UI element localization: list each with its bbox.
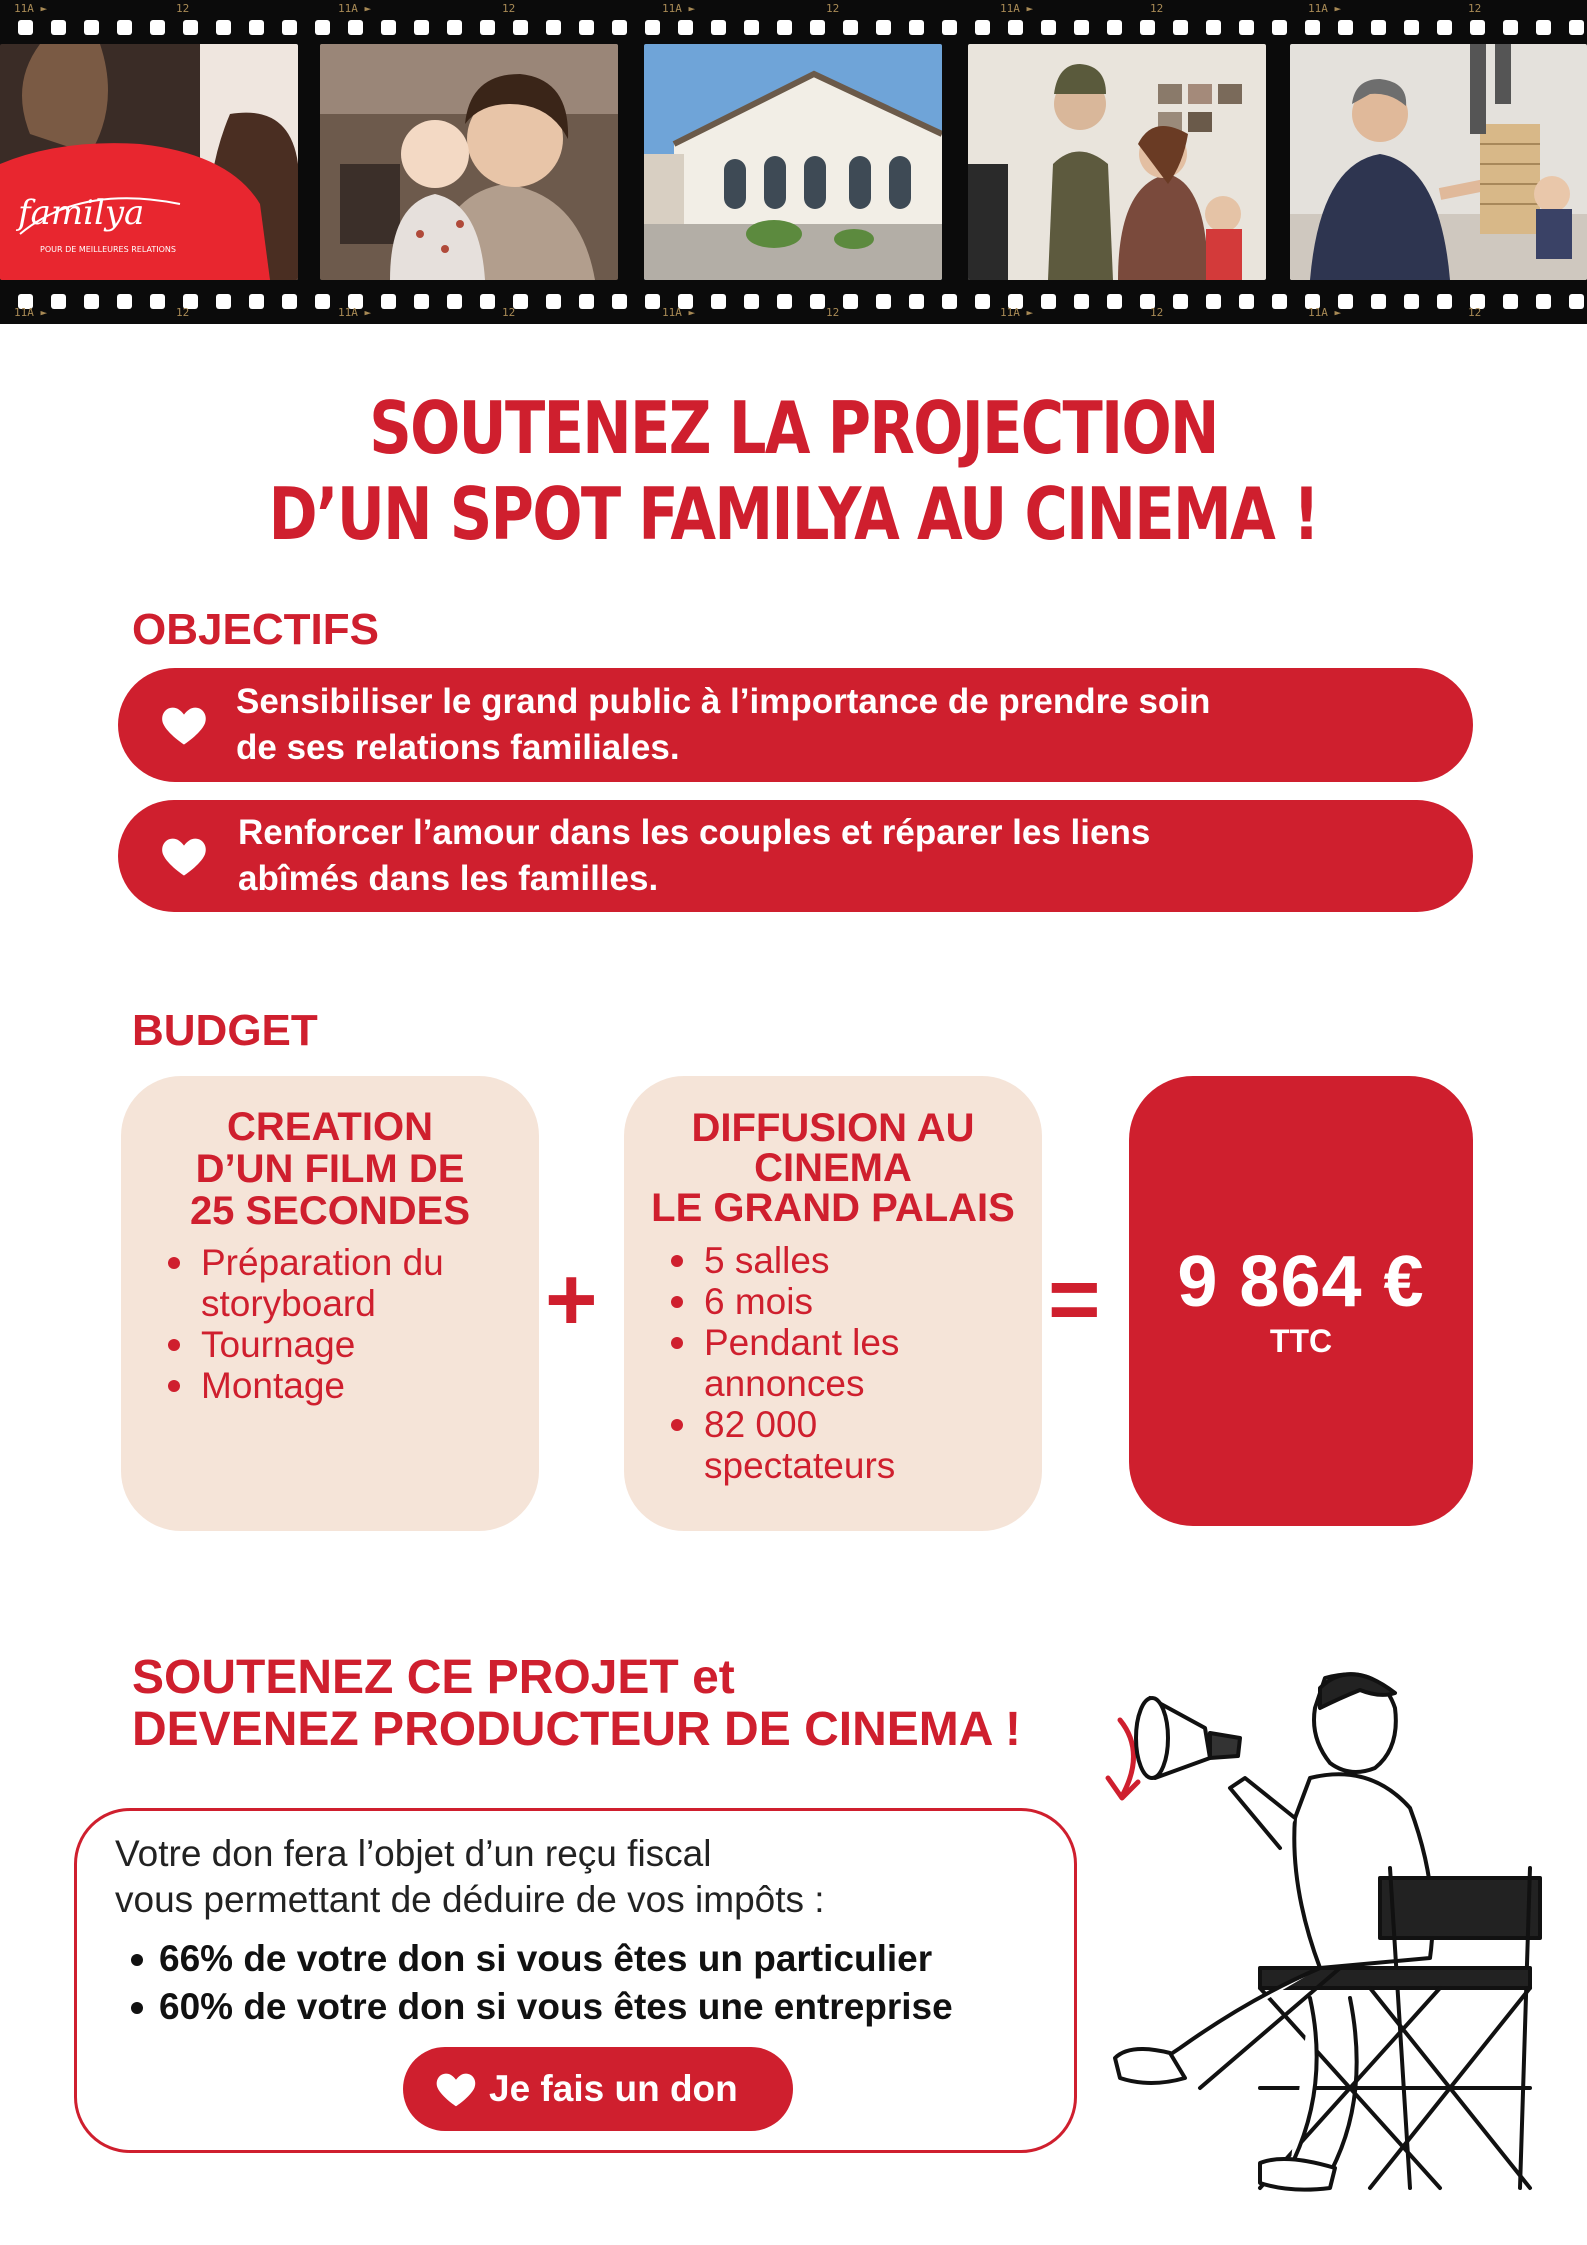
- donation-intro-line-1: Votre don fera l’objet d’un reçu fiscal: [115, 1833, 712, 1874]
- director-illustration: [1110, 1668, 1570, 2208]
- film-perforation: [843, 294, 858, 309]
- svg-text:POUR DE MEILLEURES RELATIONS: POUR DE MEILLEURES RELATIONS: [40, 245, 176, 254]
- budget-card-title-line: DIFFUSION AU: [691, 1106, 975, 1150]
- film-perforation: [1272, 20, 1287, 35]
- film-perforation: [249, 20, 264, 35]
- donation-intro: [115, 1831, 825, 1923]
- film-perforation: [1338, 20, 1353, 35]
- film-perforation: [1569, 294, 1584, 309]
- film-perforation: [909, 20, 924, 35]
- donation-benefits-list: [159, 1935, 953, 2031]
- film-perforation: [1107, 294, 1122, 309]
- film-perforation: [1536, 20, 1551, 35]
- film-perforation: [1272, 294, 1287, 309]
- list-item: Préparation du storyboard: [201, 1242, 491, 1324]
- film-edge-label: 12: [1150, 306, 1164, 319]
- film-perforation: [216, 294, 231, 309]
- film-perforation: [678, 20, 693, 35]
- film-perforation: [942, 20, 957, 35]
- film-edge-label: 12: [502, 2, 516, 15]
- heart-icon: [158, 830, 210, 882]
- film-perforation: [843, 20, 858, 35]
- svg-text:familya: familya: [18, 193, 145, 233]
- film-perforation: [84, 294, 99, 309]
- film-perforation: [381, 20, 396, 35]
- film-perforation: [1074, 294, 1089, 309]
- film-edge-label: 11A ►: [1308, 2, 1342, 15]
- budget-total-amount: 9 864 €: [1177, 1242, 1425, 1322]
- equals-sign: =: [1048, 1250, 1101, 1350]
- film-perforation: [150, 20, 165, 35]
- plus-sign: +: [545, 1250, 598, 1350]
- film-perforation: [1437, 294, 1452, 309]
- heart-icon: [433, 2066, 479, 2112]
- donation-box: [74, 1808, 1077, 2153]
- film-edge-label: 11A ►: [14, 306, 48, 319]
- film-perforation: [810, 294, 825, 309]
- film-perforation: [183, 20, 198, 35]
- budget-card-title-line: CINEMA: [754, 1146, 912, 1190]
- list-item: Tournage: [201, 1324, 539, 1365]
- budget-card-list: [624, 1240, 1042, 1486]
- film-perforation: [876, 294, 891, 309]
- film-perforation: [414, 20, 429, 35]
- list-item: 60% de votre don si vous êtes une entreprise: [159, 1983, 953, 2031]
- film-perforation: [1041, 20, 1056, 35]
- film-edge-label: 11A ►: [662, 2, 696, 15]
- film-perforation: [480, 20, 495, 35]
- donate-button[interactable]: [403, 2047, 793, 2131]
- film-perforation: [1008, 20, 1023, 35]
- film-perforation: [513, 20, 528, 35]
- film-perforation: [777, 20, 792, 35]
- photo-mother-baby: [320, 44, 618, 280]
- film-perforation: [579, 20, 594, 35]
- film-perforation: [1074, 20, 1089, 35]
- film-perforation: [51, 20, 66, 35]
- budget-total-suffix: TTC: [1269, 1323, 1333, 1359]
- film-edge-label: 12: [502, 306, 516, 319]
- film-perforation: [1239, 20, 1254, 35]
- heart-icon: [158, 699, 210, 751]
- photo-family-gallery: [968, 44, 1266, 280]
- budget-card-diffusion: [624, 1076, 1042, 1531]
- list-item: 66% de votre don si vous êtes un particulier: [159, 1935, 953, 1983]
- photo-cinema-building: [644, 44, 942, 280]
- film-edge-label: 12: [176, 306, 190, 319]
- budget-card-title-line: LE GRAND PALAIS: [651, 1186, 1015, 1230]
- film-perforation: [975, 294, 990, 309]
- film-perforation: [381, 294, 396, 309]
- film-perforation: [942, 294, 957, 309]
- film-perforations-bottom: [0, 288, 1587, 314]
- film-edge-label: 11A ►: [338, 2, 372, 15]
- support-heading-line-1: SOUTENEZ CE PROJET et: [132, 1651, 735, 1704]
- film-perforation: [1239, 294, 1254, 309]
- film-perforation: [480, 294, 495, 309]
- film-edge-label: 12: [176, 2, 190, 15]
- list-item: 6 mois: [704, 1281, 1042, 1322]
- film-edge-label: 11A ►: [338, 306, 372, 319]
- film-edge-label: 11A ►: [1000, 306, 1034, 319]
- film-perforation: [315, 20, 330, 35]
- budget-card-title-line: D’UN FILM DE: [195, 1147, 465, 1191]
- film-perforation: [18, 20, 33, 35]
- film-perforation: [282, 20, 297, 35]
- film-perforation: [282, 294, 297, 309]
- budget-heading: BUDGET: [132, 1006, 318, 1055]
- film-perforation: [1206, 20, 1221, 35]
- list-item: Pendant les annonces: [704, 1322, 934, 1404]
- film-perforation: [1503, 294, 1518, 309]
- film-perforation: [51, 294, 66, 309]
- film-perforation: [447, 294, 462, 309]
- film-perforation: [117, 294, 132, 309]
- budget-total: [1129, 1076, 1473, 1526]
- film-perforation: [249, 294, 264, 309]
- film-perforation: [1404, 294, 1419, 309]
- film-perforation: [1503, 20, 1518, 35]
- donation-intro-line-2: vous permettant de déduire de vos impôts :: [115, 1879, 825, 1920]
- film-perforation: [1371, 20, 1386, 35]
- film-edge-label: 11A ►: [1000, 2, 1034, 15]
- film-perforation: [1041, 294, 1056, 309]
- film-edge-label: 12: [826, 306, 840, 319]
- film-perforation: [1140, 20, 1155, 35]
- objective-text-line-1: Sensibiliser le grand public à l’importance de prendre soin: [236, 682, 1211, 721]
- budget-card-title: [624, 1108, 1042, 1228]
- film-perforation: [546, 20, 561, 35]
- film-perforation: [1470, 20, 1485, 35]
- film-perforation: [1173, 294, 1188, 309]
- film-perforation: [612, 20, 627, 35]
- film-perforation: [975, 20, 990, 35]
- film-perforation: [876, 20, 891, 35]
- film-edge-label: 11A ►: [662, 306, 696, 319]
- film-perforation: [645, 294, 660, 309]
- page-title: [143, 385, 1444, 557]
- film-perforation: [711, 20, 726, 35]
- film-edge-label: 11A ►: [1308, 306, 1342, 319]
- page-title-line-1: SOUTENEZ LA PROJECTION: [369, 386, 1218, 470]
- film-perforation: [1536, 294, 1551, 309]
- film-perforation: [711, 294, 726, 309]
- film-strip: [0, 0, 1587, 324]
- film-perforation: [117, 20, 132, 35]
- film-perforation: [1305, 20, 1320, 35]
- donate-button-label: Je fais un don: [489, 2068, 738, 2109]
- page-title-line-2: D’UN SPOT FAMILYA AU CINEMA !: [268, 472, 1319, 556]
- budget-card-title-line: CREATION: [227, 1105, 433, 1149]
- film-perforation: [1206, 294, 1221, 309]
- film-perforation: [513, 294, 528, 309]
- photo-grandfather-blocks: [1290, 44, 1587, 280]
- budget-card-title: [121, 1106, 539, 1232]
- film-perforation: [909, 294, 924, 309]
- film-edge-label: 12: [1150, 2, 1164, 15]
- film-perforation: [216, 20, 231, 35]
- film-perforation: [414, 294, 429, 309]
- film-edge-label: 12: [1468, 2, 1482, 15]
- film-perforation: [744, 294, 759, 309]
- film-perforations-top: [0, 14, 1587, 40]
- film-perforation: [1173, 20, 1188, 35]
- budget-card-creation: [121, 1076, 539, 1531]
- budget-card-title-line: 25 SECONDES: [189, 1189, 471, 1233]
- film-perforation: [1371, 294, 1386, 309]
- film-perforation: [810, 20, 825, 35]
- list-item: Montage: [201, 1365, 539, 1406]
- film-perforation: [447, 20, 462, 35]
- objective-item: [118, 800, 1473, 912]
- objective-text-line-2: de ses relations familiales.: [236, 728, 680, 767]
- photo-familya-shirt: [0, 44, 298, 280]
- film-perforation: [777, 294, 792, 309]
- objective-item: [118, 668, 1473, 782]
- film-perforation: [744, 20, 759, 35]
- film-perforation: [1404, 20, 1419, 35]
- objective-text-line-1: Renforcer l’amour dans les couples et réparer les liens: [238, 813, 1151, 852]
- support-heading-line-2: DEVENEZ PRODUCTEUR DE CINEMA !: [132, 1703, 1021, 1756]
- film-perforation: [612, 294, 627, 309]
- film-perforation: [315, 294, 330, 309]
- budget-card-list: [121, 1242, 539, 1406]
- film-perforation: [84, 20, 99, 35]
- film-perforation: [645, 20, 660, 35]
- film-edge-label: 11A ►: [14, 2, 48, 15]
- film-edge-label: 12: [1468, 306, 1482, 319]
- film-perforation: [1437, 20, 1452, 35]
- film-perforation: [579, 294, 594, 309]
- objectives-heading: OBJECTIFS: [132, 605, 379, 654]
- film-perforation: [1107, 20, 1122, 35]
- film-perforation: [546, 294, 561, 309]
- list-item: 82 000 spectateurs: [704, 1404, 934, 1486]
- support-heading: [132, 1652, 1021, 1756]
- film-edge-label: 12: [826, 2, 840, 15]
- film-perforation: [348, 20, 363, 35]
- list-item: 5 salles: [704, 1240, 1042, 1281]
- film-perforation: [1569, 20, 1584, 35]
- film-perforation: [150, 294, 165, 309]
- objective-text-line-2: abîmés dans les familles.: [238, 859, 659, 898]
